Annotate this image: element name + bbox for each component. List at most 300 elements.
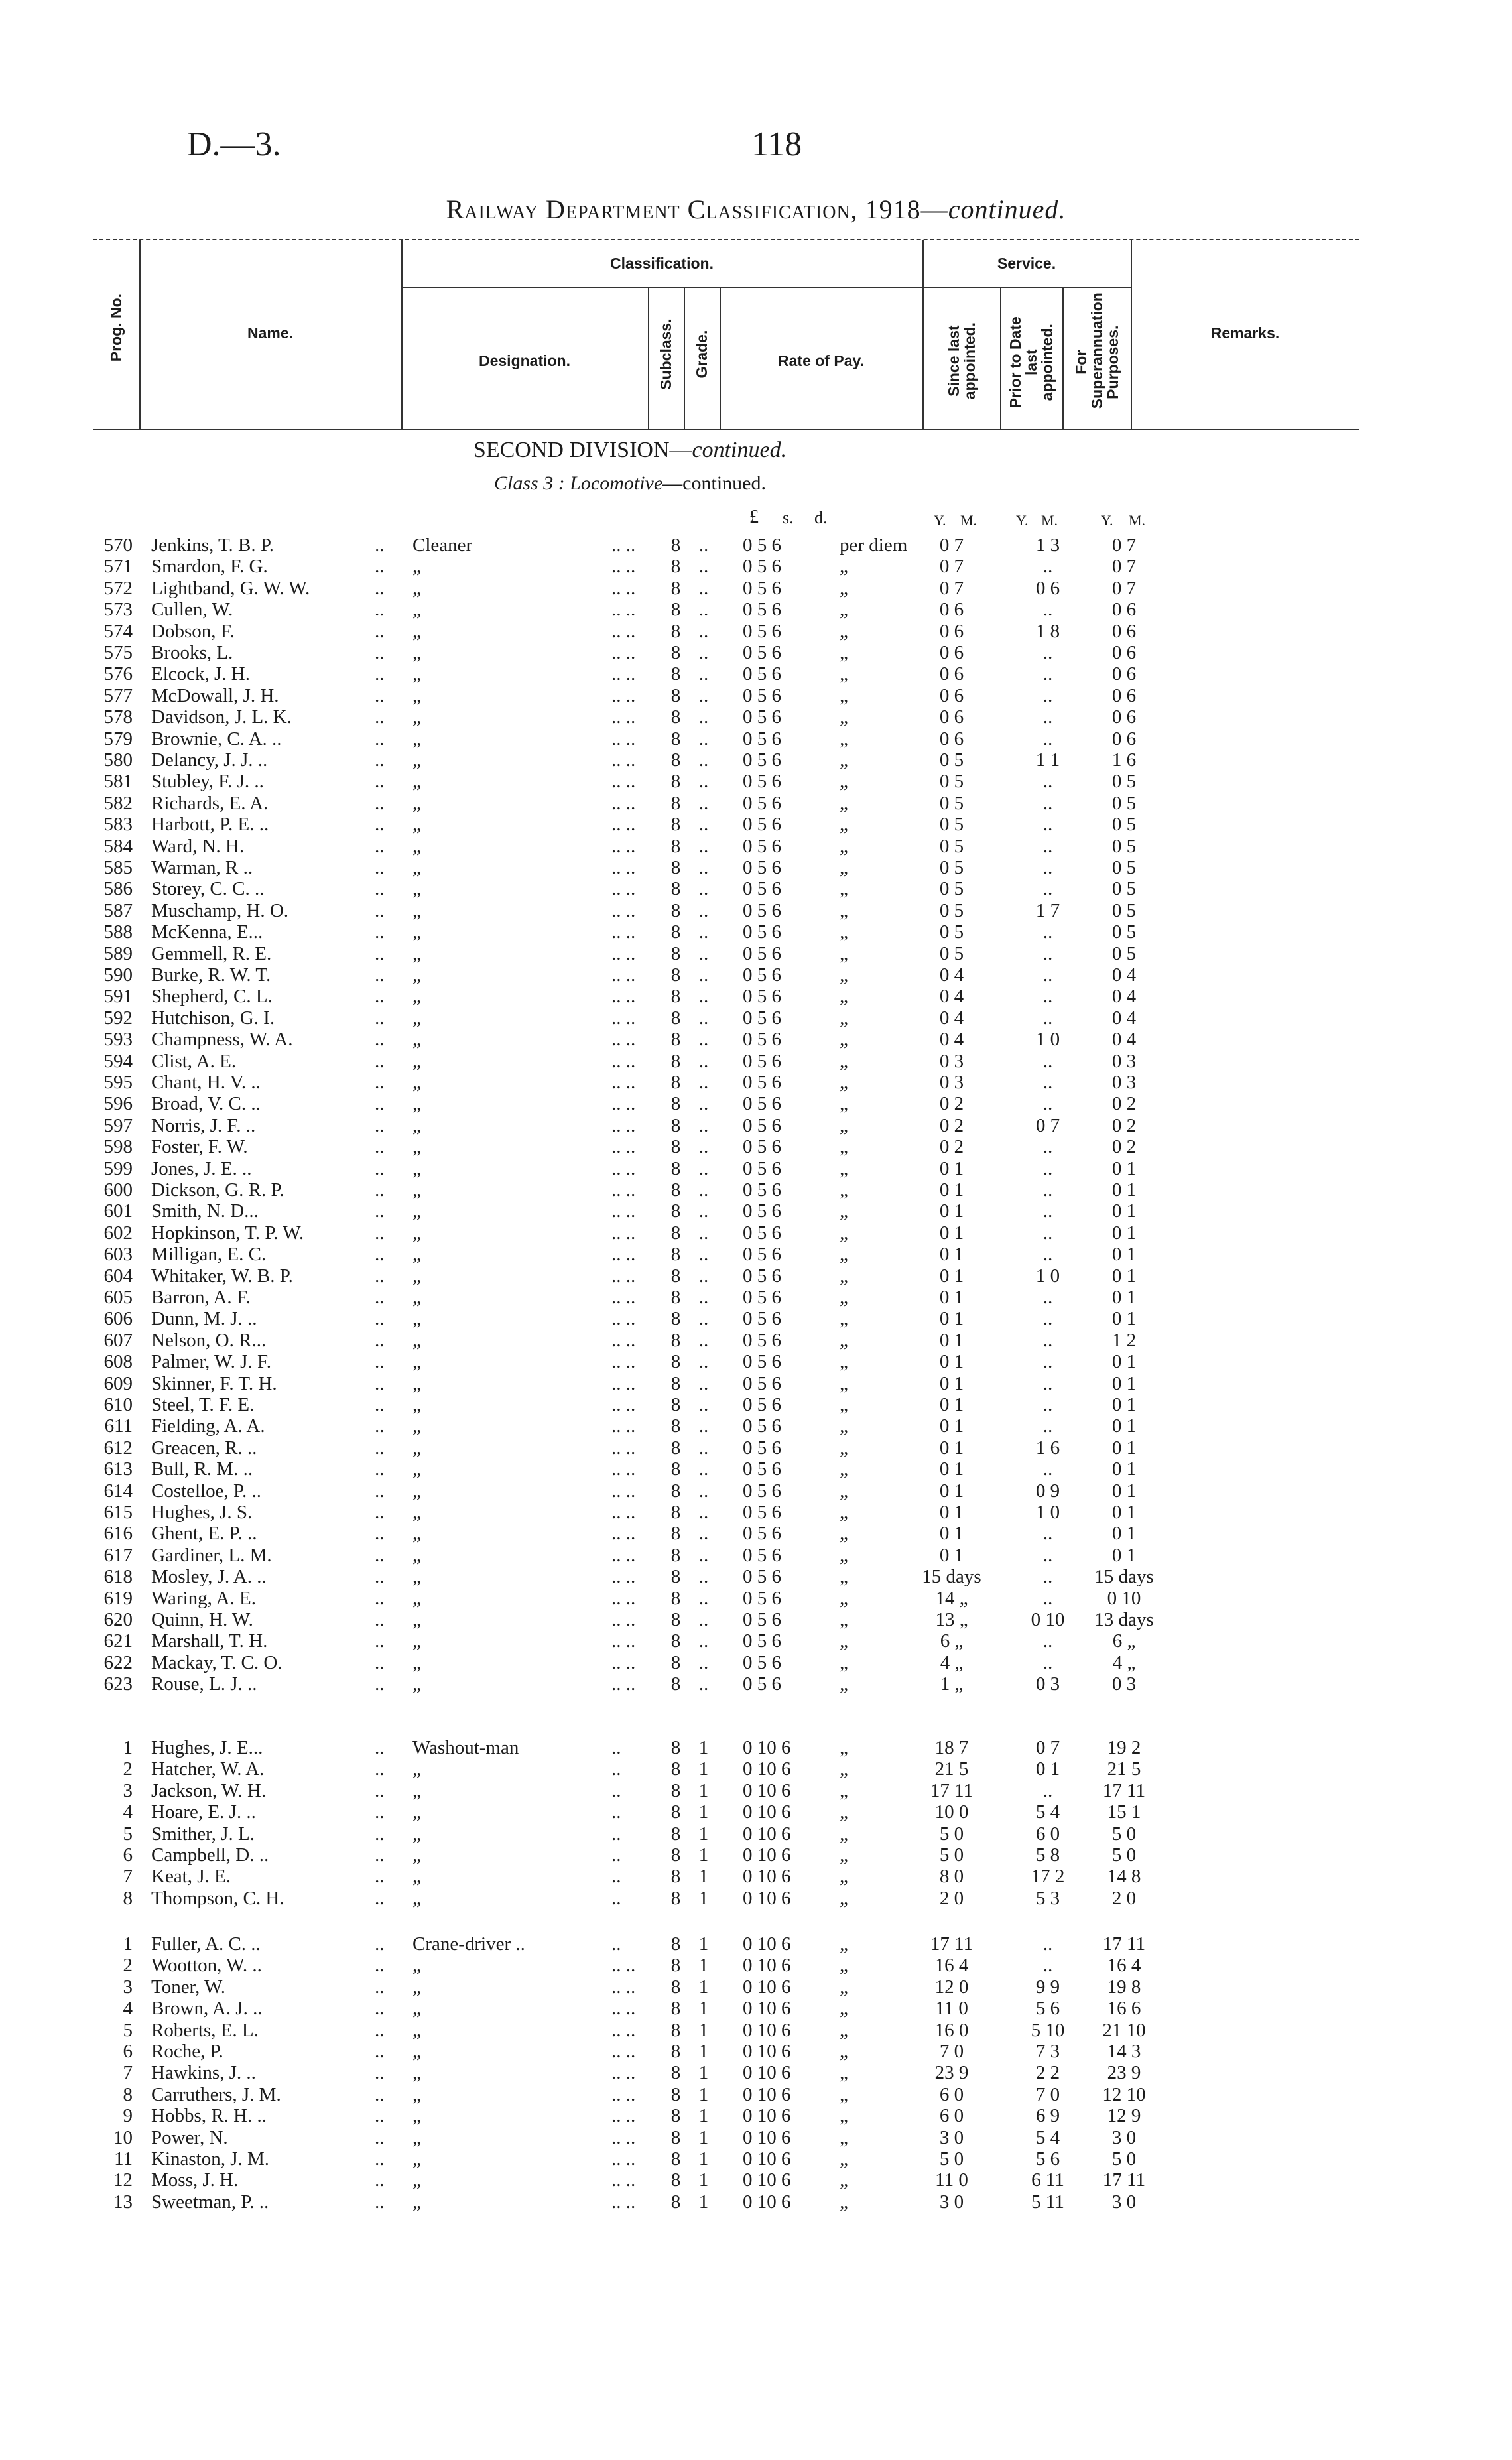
- table-row: [0, 878, 1512, 899]
- service-superannuation: 0 5: [1111, 792, 1137, 814]
- table-row: [0, 900, 1512, 921]
- subclass: 8: [670, 2105, 681, 2127]
- rate-of-pay: 0 10 6: [743, 1976, 791, 1998]
- service-superannuation: 0 1: [1111, 1544, 1137, 1566]
- table-row: [0, 771, 1512, 792]
- service-prior: ..: [1042, 728, 1053, 749]
- grade: ..: [698, 964, 709, 986]
- service-since-last: 0 6: [939, 706, 964, 728]
- grade: ..: [698, 1029, 709, 1051]
- employee-name: Bull, R. M. ..: [151, 1458, 253, 1480]
- table-row: [0, 642, 1512, 663]
- designation: „: [412, 1673, 421, 1695]
- pay-period: „: [840, 2126, 848, 2148]
- pay-period: „: [840, 1758, 848, 1780]
- table-row: [0, 1933, 1512, 1955]
- grade: ..: [698, 663, 709, 685]
- leader-dots: .. ..: [611, 1114, 636, 1136]
- prog-no: 5: [123, 2019, 133, 2041]
- service-since-last: 1 „: [940, 1673, 964, 1695]
- rate-of-pay: 0 5 6: [743, 1437, 781, 1458]
- pay-period: „: [840, 1673, 848, 1695]
- designation: „: [412, 1976, 421, 1998]
- service-prior: 9 9: [1035, 1976, 1060, 1998]
- prog-no: 586: [103, 878, 133, 900]
- service-since-last: 0 1: [939, 1287, 964, 1308]
- designation: „: [412, 1222, 421, 1244]
- subclass: 8: [670, 1179, 681, 1200]
- service-prior: ..: [1042, 1372, 1053, 1394]
- employee-name: Jenkins, T. B. P.: [151, 535, 275, 556]
- grade: 1: [698, 1998, 709, 2020]
- rate-of-pay: 0 5 6: [743, 1609, 781, 1630]
- employee-name: Nelson, O. R...: [151, 1329, 267, 1351]
- rate-of-pay: 0 5 6: [743, 1265, 781, 1287]
- table-row: [0, 2127, 1512, 2148]
- employee-name: Waring, A. E.: [151, 1587, 256, 1609]
- prog-no: 623: [103, 1673, 133, 1695]
- prog-no: 607: [103, 1329, 133, 1351]
- service-prior: 7 3: [1035, 2041, 1060, 2062]
- pay-period: „: [840, 1502, 848, 1523]
- service-superannuation: 21 5: [1107, 1758, 1141, 1780]
- leader-dots: ..: [375, 1502, 385, 1523]
- rate-of-pay: 0 10 6: [743, 2019, 791, 2041]
- pay-period: „: [840, 620, 848, 642]
- leader-dots: ..: [375, 728, 385, 749]
- leader-dots: ..: [375, 1976, 385, 1998]
- table-row: [0, 1330, 1512, 1351]
- grade: ..: [698, 749, 709, 771]
- pay-period: „: [840, 835, 848, 857]
- table-row: [0, 599, 1512, 620]
- rate-of-pay: 0 5 6: [743, 1544, 781, 1566]
- leader-dots: ..: [611, 1737, 621, 1758]
- prog-no: 619: [103, 1587, 133, 1609]
- leader-dots: ..: [375, 1157, 385, 1179]
- employee-name: Hoare, E. J. ..: [151, 1801, 256, 1823]
- leader-dots: .. ..: [611, 1955, 636, 1976]
- rate-of-pay: 0 5 6: [743, 942, 781, 964]
- designation: „: [412, 1823, 421, 1845]
- employee-name: Toner, W.: [151, 1976, 225, 1998]
- subclass: 8: [670, 1200, 681, 1222]
- grade: ..: [698, 1072, 709, 1093]
- subclass: 8: [670, 792, 681, 814]
- designation: „: [412, 1801, 421, 1823]
- subclass: 8: [670, 1651, 681, 1673]
- service-since-last: 2 0: [939, 1887, 964, 1909]
- prog-no: 597: [103, 1114, 133, 1136]
- prog-no: 5: [123, 1823, 133, 1845]
- grade: ..: [698, 1458, 709, 1480]
- rate-of-pay: 0 5 6: [743, 1136, 781, 1158]
- subclass: 8: [670, 684, 681, 706]
- designation: „: [412, 1758, 421, 1780]
- table-row: [0, 1115, 1512, 1136]
- rate-of-pay: 0 5 6: [743, 1200, 781, 1222]
- designation: „: [412, 2062, 421, 2084]
- employee-name: Smither, J. L.: [151, 1823, 255, 1845]
- leader-dots: ..: [375, 2019, 385, 2041]
- service-prior: 1 7: [1035, 899, 1060, 921]
- employee-name: Broad, V. C. ..: [151, 1093, 261, 1115]
- employee-name: Burke, R. W. T.: [151, 964, 271, 986]
- employee-name: Brownie, C. A. ..: [151, 728, 282, 749]
- service-prior: 7 0: [1035, 2083, 1060, 2105]
- pay-period: „: [840, 1544, 848, 1566]
- header-since-last: Since last appointed.: [944, 322, 978, 400]
- table-row: [0, 578, 1512, 599]
- service-since-last: 0 5: [939, 814, 964, 836]
- grade: 1: [698, 1887, 709, 1909]
- service-since-last: 0 1: [939, 1480, 964, 1502]
- designation: „: [412, 1114, 421, 1136]
- subclass: 8: [670, 1976, 681, 1998]
- table-row: [0, 1566, 1512, 1587]
- subclass: 8: [670, 986, 681, 1007]
- prog-no: 6: [123, 1845, 133, 1866]
- table-row: [0, 1737, 1512, 1758]
- employee-name: Smardon, F. G.: [151, 556, 268, 578]
- prog-no: 1: [123, 1933, 133, 1955]
- designation: „: [412, 835, 421, 857]
- leader-dots: .. ..: [611, 1998, 636, 2020]
- service-prior: ..: [1042, 1933, 1053, 1955]
- rate-of-pay: 0 10 6: [743, 2062, 791, 2084]
- leader-dots: .. ..: [611, 577, 636, 599]
- class-label: Class 3 :: [494, 472, 565, 494]
- service-superannuation: 17 11: [1102, 1933, 1146, 1955]
- table-row: [0, 1072, 1512, 1093]
- prog-no: 570: [103, 535, 133, 556]
- pay-period: „: [840, 1072, 848, 1093]
- designation: „: [412, 1998, 421, 2020]
- designation: „: [412, 899, 421, 921]
- designation: „: [412, 857, 421, 878]
- service-prior: ..: [1042, 1523, 1053, 1545]
- subclass: 8: [670, 1458, 681, 1480]
- designation: „: [412, 2019, 421, 2041]
- grade: ..: [698, 942, 709, 964]
- header-subdivider: [401, 287, 1131, 288]
- leader-dots: ..: [375, 1394, 385, 1415]
- designation: „: [412, 2083, 421, 2105]
- designation: „: [412, 1093, 421, 1115]
- service-since-last: 10 0: [934, 1801, 969, 1823]
- leader-dots: .. ..: [611, 684, 636, 706]
- subclass: 8: [670, 577, 681, 599]
- service-prior: 6 0: [1035, 1823, 1060, 1845]
- designation: „: [412, 2126, 421, 2148]
- table-row: [0, 1998, 1512, 2019]
- prog-no: 590: [103, 964, 133, 986]
- rate-of-pay: 0 5 6: [743, 1480, 781, 1502]
- employee-name: Fielding, A. A.: [151, 1415, 265, 1437]
- grade: ..: [698, 1114, 709, 1136]
- leader-dots: .. ..: [611, 1050, 636, 1072]
- leader-dots: ..: [375, 2191, 385, 2213]
- leader-dots: .. ..: [611, 1265, 636, 1287]
- designation: „: [412, 1651, 421, 1673]
- designation: „: [412, 1179, 421, 1200]
- leader-dots: .. ..: [611, 706, 636, 728]
- grade: ..: [698, 1200, 709, 1222]
- service-since-last: 0 7: [939, 556, 964, 578]
- subclass: 8: [670, 1222, 681, 1244]
- service-since-last: 0 1: [939, 1308, 964, 1330]
- grade: ..: [698, 1523, 709, 1545]
- leader-dots: .. ..: [611, 1329, 636, 1351]
- rate-of-pay: 0 5 6: [743, 986, 781, 1007]
- title-main: Railway Department Classification, 1918—: [446, 194, 948, 224]
- leader-dots: ..: [375, 2062, 385, 2084]
- subclass: 8: [670, 2169, 681, 2191]
- service-since-last: 0 6: [939, 599, 964, 621]
- designation: „: [412, 1415, 421, 1437]
- designation: „: [412, 620, 421, 642]
- pay-period: „: [840, 599, 848, 621]
- designation: „: [412, 1630, 421, 1652]
- employee-name: Rouse, L. J. ..: [151, 1673, 257, 1695]
- service-since-last: 0 5: [939, 857, 964, 878]
- pay-period: „: [840, 1437, 848, 1458]
- rate-of-pay: 0 5 6: [743, 1007, 781, 1029]
- service-prior: ..: [1042, 942, 1053, 964]
- header-grade: Grade.: [692, 330, 710, 379]
- leader-dots: .. ..: [611, 792, 636, 814]
- employee-name: Muschamp, H. O.: [151, 899, 289, 921]
- service-prior: ..: [1042, 986, 1053, 1007]
- pay-period: „: [840, 792, 848, 814]
- designation: „: [412, 1372, 421, 1394]
- grade: ..: [698, 835, 709, 857]
- prog-no: 571: [103, 556, 133, 578]
- service-since-last: 16 0: [934, 2019, 969, 2041]
- leader-dots: .. ..: [611, 1287, 636, 1308]
- rate-of-pay: 0 5 6: [743, 1329, 781, 1351]
- employee-name: Thompson, C. H.: [151, 1887, 284, 1909]
- leader-dots: ..: [375, 835, 385, 857]
- subclass: 8: [670, 706, 681, 728]
- grade: 1: [698, 2169, 709, 2191]
- leader-dots: ..: [375, 1222, 385, 1244]
- leader-dots: ..: [375, 771, 385, 793]
- table-row: [0, 2020, 1512, 2041]
- service-since-last: 0 1: [939, 1523, 964, 1545]
- subclass: 8: [670, 1372, 681, 1394]
- service-superannuation: 5 0: [1111, 1845, 1137, 1866]
- leader-dots: ..: [375, 814, 385, 836]
- service-since-last: 0 6: [939, 684, 964, 706]
- subclass: 8: [670, 1502, 681, 1523]
- service-since-last: 0 5: [939, 921, 964, 943]
- employee-name: Clist, A. E.: [151, 1050, 237, 1072]
- grade: ..: [698, 792, 709, 814]
- table-row: [0, 2041, 1512, 2062]
- header-designation: Designation.: [478, 352, 570, 369]
- designation: „: [412, 1329, 421, 1351]
- header-remarks: Remarks.: [1210, 324, 1280, 342]
- prog-no: 603: [103, 1244, 133, 1265]
- designation: „: [412, 1587, 421, 1609]
- designation: „: [412, 1244, 421, 1265]
- prog-no: 13: [113, 2191, 133, 2213]
- pay-period: „: [840, 1780, 848, 1801]
- service-since-last: 0 5: [939, 749, 964, 771]
- employee-name: Richards, E. A.: [151, 792, 269, 814]
- service-since-last: 0 2: [939, 1093, 964, 1115]
- prog-no: 612: [103, 1437, 133, 1458]
- service-prior: 0 1: [1035, 1758, 1060, 1780]
- rate-of-pay: 0 5 6: [743, 749, 781, 771]
- subclass: 8: [670, 771, 681, 793]
- service-prior: 1 0: [1035, 1265, 1060, 1287]
- leader-dots: ..: [611, 1933, 621, 1955]
- subclass: 8: [670, 1480, 681, 1502]
- leader-dots: ..: [375, 577, 385, 599]
- section-title-main: SECOND DIVISION—: [473, 438, 692, 462]
- pay-period: „: [840, 1801, 848, 1823]
- table-row: [0, 1588, 1512, 1609]
- service-superannuation: 0 1: [1111, 1415, 1137, 1437]
- rate-of-pay: 0 10 6: [743, 2105, 791, 2127]
- rate-of-pay: 0 5 6: [743, 1458, 781, 1480]
- employee-name: McDowall, J. H.: [151, 684, 279, 706]
- table-row: [0, 1158, 1512, 1179]
- grade: 1: [698, 1801, 709, 1823]
- unit-months-1: M.: [960, 512, 977, 529]
- service-superannuation: 0 4: [1111, 986, 1137, 1007]
- leader-dots: .. ..: [611, 964, 636, 986]
- rate-of-pay: 0 5 6: [743, 771, 781, 793]
- leader-dots: .. ..: [611, 1544, 636, 1566]
- service-prior: ..: [1042, 684, 1053, 706]
- grade: ..: [698, 1287, 709, 1308]
- prog-no: 585: [103, 857, 133, 878]
- employee-name: Sweetman, P. ..: [151, 2191, 269, 2213]
- employee-name: Hutchison, G. I.: [151, 1007, 275, 1029]
- prog-no: 593: [103, 1029, 133, 1051]
- service-prior: ..: [1042, 1179, 1053, 1200]
- grade: ..: [698, 1244, 709, 1265]
- leader-dots: ..: [375, 556, 385, 578]
- pay-period: „: [840, 1265, 848, 1287]
- unit-months-3: M.: [1129, 512, 1146, 529]
- rate-of-pay: 0 5 6: [743, 835, 781, 857]
- subclass: 8: [670, 1136, 681, 1158]
- leader-dots: ..: [375, 599, 385, 621]
- prog-no: 2: [123, 1758, 133, 1780]
- subclass: 8: [670, 1780, 681, 1801]
- subclass: 8: [670, 1244, 681, 1265]
- service-superannuation: 23 9: [1107, 2062, 1141, 2084]
- leader-dots: ..: [375, 1998, 385, 2020]
- pay-period: „: [840, 1007, 848, 1029]
- rate-of-pay: 0 10 6: [743, 2126, 791, 2148]
- leader-dots: .. ..: [611, 2191, 636, 2213]
- pay-period: „: [840, 2148, 848, 2169]
- employee-name: Kinaston, J. M.: [151, 2148, 270, 2169]
- leader-dots: .. ..: [611, 642, 636, 663]
- subclass: 8: [670, 1933, 681, 1955]
- subclass: 8: [670, 1823, 681, 1845]
- prog-no: 599: [103, 1157, 133, 1179]
- class-name: Locomotive: [570, 472, 663, 494]
- table-row: [0, 621, 1512, 642]
- prog-no: 576: [103, 663, 133, 685]
- service-since-last: 0 1: [939, 1200, 964, 1222]
- subclass: 8: [670, 1523, 681, 1545]
- service-prior: ..: [1042, 1544, 1053, 1566]
- grade: ..: [698, 1329, 709, 1351]
- pay-period: „: [840, 1998, 848, 2020]
- grade: ..: [698, 1502, 709, 1523]
- employee-name: Jones, J. E. ..: [151, 1157, 252, 1179]
- prog-no: 574: [103, 620, 133, 642]
- grade: ..: [698, 857, 709, 878]
- header-rate-of-pay: Rate of Pay.: [778, 352, 864, 369]
- rate-of-pay: 0 5 6: [743, 1566, 781, 1588]
- grade: ..: [698, 1394, 709, 1415]
- service-superannuation: 0 6: [1111, 728, 1137, 749]
- leader-dots: .. ..: [611, 986, 636, 1007]
- prog-no: 572: [103, 577, 133, 599]
- rate-of-pay: 0 10 6: [743, 1955, 791, 1976]
- service-since-last: 0 3: [939, 1050, 964, 1072]
- service-since-last: 5 0: [939, 2148, 964, 2169]
- designation: „: [412, 1029, 421, 1051]
- service-prior: ..: [1042, 835, 1053, 857]
- designation: „: [412, 2169, 421, 2191]
- leader-dots: ..: [611, 1845, 621, 1866]
- subclass: 8: [670, 1998, 681, 2020]
- pay-period: „: [840, 942, 848, 964]
- grade: ..: [698, 684, 709, 706]
- prog-no: 11: [114, 2148, 133, 2169]
- service-since-last: 0 5: [939, 878, 964, 900]
- service-superannuation: 16 6: [1107, 1998, 1141, 2020]
- designation: Cleaner: [412, 535, 473, 556]
- prog-no: 579: [103, 728, 133, 749]
- prog-no: 615: [103, 1502, 133, 1523]
- service-since-last: 0 1: [939, 1372, 964, 1394]
- leader-dots: ..: [375, 942, 385, 964]
- rate-of-pay: 0 5 6: [743, 1523, 781, 1545]
- pay-period: „: [840, 1029, 848, 1051]
- subclass: 8: [670, 1437, 681, 1458]
- leader-dots: .. ..: [611, 857, 636, 878]
- service-since-last: 11 0: [935, 1998, 968, 2020]
- header-subclass: Subclass.: [657, 318, 674, 390]
- rate-of-pay: 0 5 6: [743, 1093, 781, 1115]
- table-row: [0, 1136, 1512, 1157]
- leader-dots: .. ..: [611, 1976, 636, 1998]
- grade: 1: [698, 2126, 709, 2148]
- designation: „: [412, 986, 421, 1007]
- rate-of-pay: 0 5 6: [743, 1157, 781, 1179]
- employee-name: Storey, C. C. ..: [151, 878, 265, 900]
- pay-period: „: [840, 749, 848, 771]
- service-superannuation: 1 2: [1111, 1329, 1137, 1351]
- grade: ..: [698, 706, 709, 728]
- table-row: [0, 1523, 1512, 1544]
- pay-period: „: [840, 663, 848, 685]
- pay-period: „: [840, 2041, 848, 2062]
- grade: ..: [698, 728, 709, 749]
- service-since-last: 14 „: [935, 1587, 968, 1609]
- leader-dots: .. ..: [611, 599, 636, 621]
